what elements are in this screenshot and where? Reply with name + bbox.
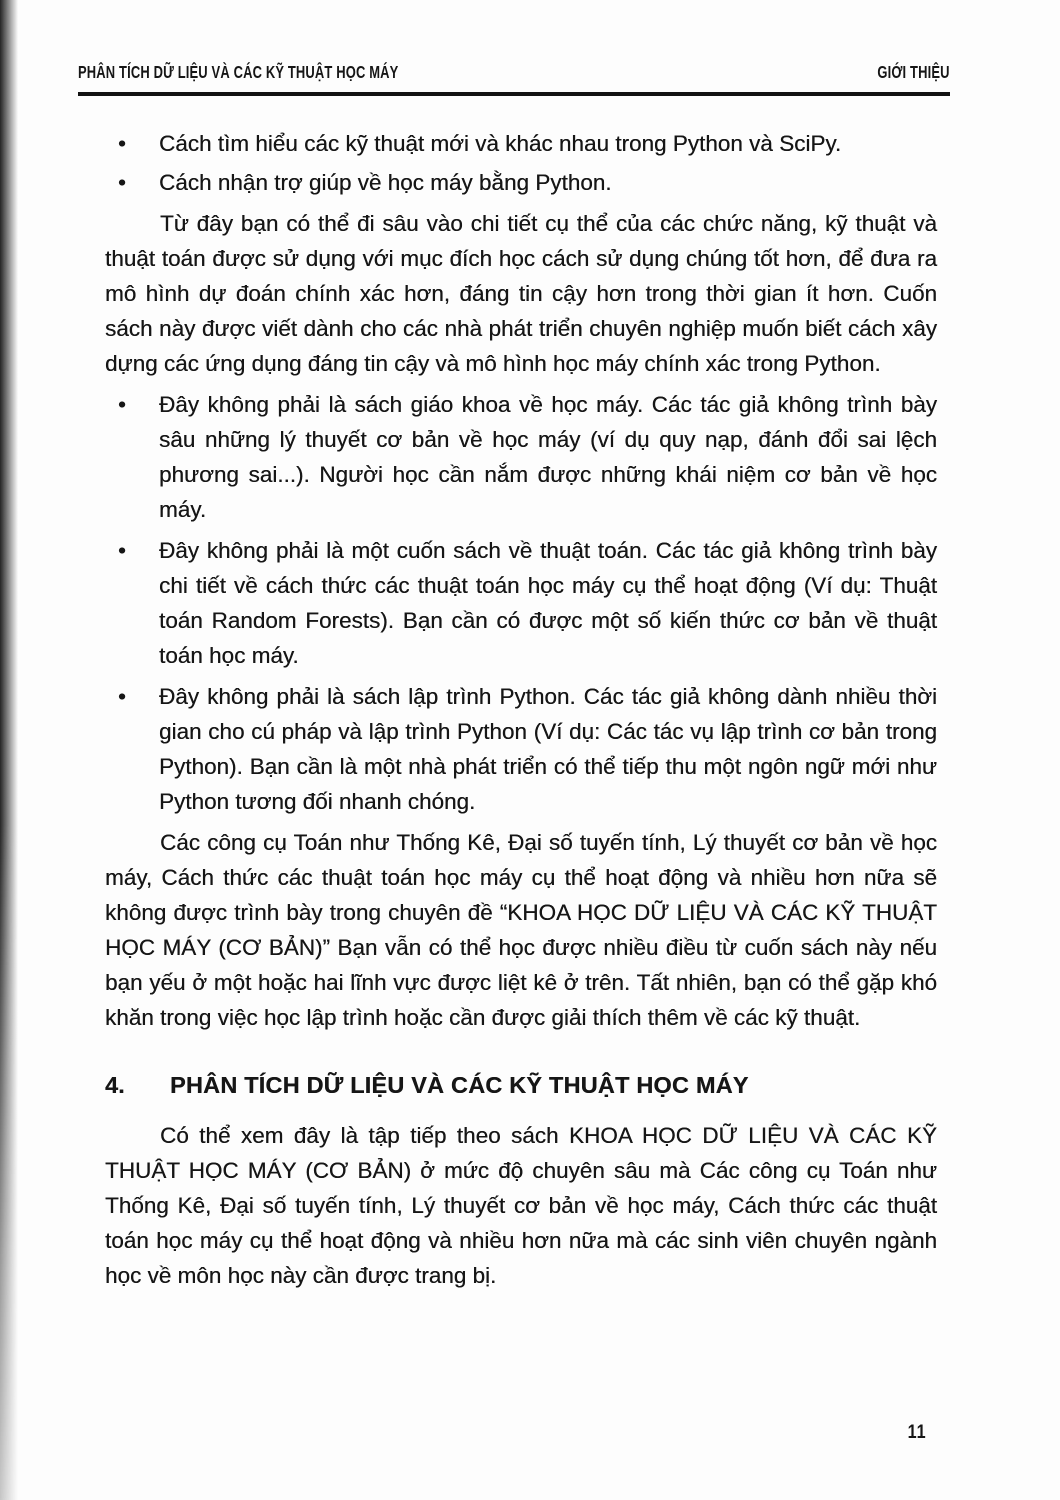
intro-bullet-list [105, 126, 937, 200]
page-number: 11 [907, 1422, 927, 1443]
bullet-icon: • [118, 392, 126, 417]
paragraph-after-intro: Từ đây bạn có thể đi sâu vào chi tiết cụ thể của các chức năng, kỹ thuật và thuật toán được sử dụng với mục đích học cách sử dụng chúng tốt hơn, để đưa ra mô hình dự đoán chính xác hơn, đáng tin cậy hơn trong thời gian ít hơn. Cuốn sách này được viết dành cho các nhà phát triển chuyên nghiệp muốn biết cách xây dựng các ứng dụng đáng tin cậy và mô hình học máy chính xác trong Python. [105, 211, 937, 376]
section-heading [105, 1068, 937, 1103]
bullet-icon: • [118, 131, 126, 156]
paragraph-section4-body: Có thể xem đây là tập tiếp theo sách KHOA HỌC DỮ LIỆU VÀ CÁC KỸ THUẬT HỌC MÁY (CƠ BẢN) ở mức độ chuyên sâu mà Các công cụ Toán như Thống Kê, Đại số tuyến tính, Lý thuyết cơ bản về học máy, Cách thức các thuật toán học máy cụ thể hoạt động và nhiều hơn nữa mà các sinh viên chuyên ngành học về môn học này cần được trang bị. [105, 1123, 937, 1288]
section-number: 4. [105, 1072, 125, 1098]
bullet-icon: • [118, 538, 126, 563]
list-item [105, 387, 937, 527]
scan-gutter-shadow [0, 0, 18, 1500]
bullet-icon: • [118, 170, 126, 195]
running-header [78, 62, 950, 96]
list-item-text: Cách nhận trợ giúp về học máy bằng Python. [159, 170, 612, 195]
list-item-text: Đây không phải là sách lập trình Python. Các tác giả không dành nhiều thời gian cho cú pháp và lập trình Python (Ví dụ: Các tác vụ lập trình cơ bản trong Python). Bạn cần là một nhà phát triển có thể tiếp thu một ngôn ngữ mới như Python tương đối nhanh chóng. [159, 684, 937, 814]
list-item [105, 165, 937, 200]
list-item [105, 126, 937, 161]
list-item [105, 679, 937, 819]
list-item [105, 533, 937, 673]
header-chapter-title: GIỚI THIỆU [877, 62, 950, 82]
list-item-text: Đây không phải là một cuốn sách về thuật toán. Các tác giả không trình bày chi tiết về cách thức các thuật toán học máy cụ thể hoạt động (Ví dụ: Thuật toán Random Forests). Bạn cần có được một số kiến thức cơ bản về thuật toán học máy. [159, 538, 937, 668]
header-book-title: PHÂN TÍCH DỮ LIỆU VÀ CÁC KỸ THUẬT HỌC MÁY [78, 62, 399, 82]
section-title: PHÂN TÍCH DỮ LIỆU VÀ CÁC KỸ THUẬT HỌC MÁY [170, 1072, 749, 1098]
list-item-text: Cách tìm hiểu các kỹ thuật mới và khác nhau trong Python và SciPy. [159, 131, 842, 156]
page-body [105, 126, 937, 1298]
scope-bullet-list [105, 387, 937, 819]
paragraph-tools-note: Các công cụ Toán như Thống Kê, Đại số tuyến tính, Lý thuyết cơ bản về học máy, Cách thức các thuật toán học máy cụ thể hoạt động và nhiều hơn nữa sẽ không được trình bày trong chuyên đề “KHOA HỌC DỮ LIỆU VÀ CÁC KỸ THUẬT HỌC MÁY (CƠ BẢN)” Bạn vẫn có thể học được nhiều điều từ cuốn sách này nếu bạn yếu ở một hoặc hai lĩnh vực được liệt kê ở trên. Tất nhiên, bạn có thể gặp khó khăn trong việc học lập trình hoặc cần được giải thích thêm về các kỹ thuật. [105, 830, 937, 1030]
bullet-icon: • [118, 684, 126, 709]
list-item-text: Đây không phải là sách giáo khoa về học máy. Các tác giả không trình bày sâu những lý thuyết cơ bản về học máy (ví dụ quy nạp, đánh đổi sai lệch phương sai...). Người học cần nắm được những khái niệm cơ bản về học máy. [159, 392, 937, 522]
